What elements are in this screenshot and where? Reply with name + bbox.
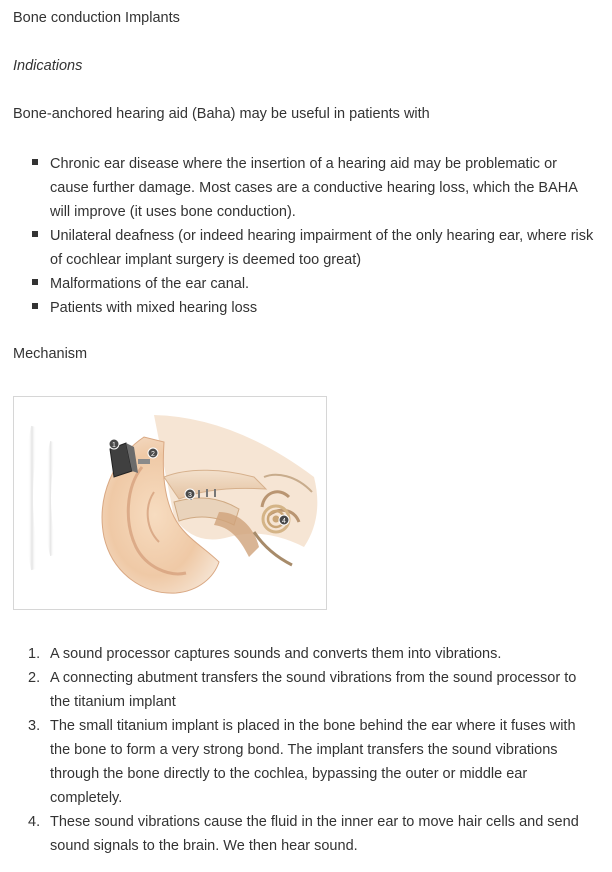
page-title: Bone conduction Implants bbox=[13, 10, 180, 26]
svg-text:3: 3 bbox=[188, 492, 192, 499]
step-number: 4. bbox=[28, 814, 41, 830]
abutment bbox=[138, 459, 150, 464]
step-text: The small titanium implant is placed in the bone behind the ear where it fuses with the bone to form a very strong bond. The implant transfers the sound vibrations through the bone directly to the cochlea, bypassing the outer or middle ear completely. bbox=[50, 718, 576, 806]
step-text: A connecting abutment transfers the sound vibrations from the sound processor to the titanium implant bbox=[50, 670, 577, 710]
indications-list bbox=[0, 152, 612, 320]
svg-text:2: 2 bbox=[151, 451, 155, 458]
marker-2 bbox=[148, 448, 158, 458]
list-item bbox=[0, 152, 612, 224]
ear-implant-illustration bbox=[13, 396, 327, 610]
step-number: 3. bbox=[28, 718, 41, 734]
list-item bbox=[0, 714, 612, 810]
bullet-square-icon bbox=[32, 303, 38, 309]
list-item-text: Malformations of the ear canal. bbox=[50, 276, 250, 292]
list-item-text: Chronic ear disease where the insertion of a hearing aid may be problematic or cause further damage. Most cases are a conductive hearing loss, which the BAHA will improve (it uses bone conduction). bbox=[50, 156, 578, 220]
step-text: A sound processor captures sounds and converts them into vibrations. bbox=[50, 646, 502, 662]
list-item bbox=[0, 810, 612, 858]
list-item-text: Unilateral deafness (or indeed hearing impairment of the only hearing ear, where risk of cochlear implant surgery is deemed too great) bbox=[50, 228, 594, 268]
svg-text:1: 1 bbox=[112, 442, 116, 449]
list-item bbox=[0, 224, 612, 272]
list-item bbox=[0, 642, 612, 666]
step-text: These sound vibrations cause the fluid in the inner ear to move hair cells and send sound signals to the brain. We then hear sound. bbox=[50, 814, 579, 854]
marker-1 bbox=[109, 439, 119, 449]
intro-paragraph: Bone-anchored hearing aid (Baha) may be useful in patients with bbox=[13, 106, 430, 122]
list-item bbox=[0, 666, 612, 714]
svg-text:4: 4 bbox=[282, 518, 286, 525]
indications-subheading: Indications bbox=[13, 58, 83, 74]
bullet-square-icon bbox=[32, 231, 38, 237]
marker-4 bbox=[279, 515, 289, 525]
bullet-square-icon bbox=[32, 159, 38, 165]
marker-3 bbox=[185, 489, 195, 499]
list-item-text: Patients with mixed hearing loss bbox=[50, 300, 258, 316]
mechanism-heading: Mechanism bbox=[13, 346, 88, 362]
list-item bbox=[0, 272, 612, 296]
bullet-square-icon bbox=[32, 279, 38, 285]
mechanism-steps-list bbox=[0, 642, 612, 858]
sound-waves bbox=[28, 427, 54, 569]
list-item bbox=[0, 296, 612, 320]
ear-anatomy-diagram bbox=[14, 397, 326, 609]
step-number: 2. bbox=[28, 670, 41, 686]
step-number: 1. bbox=[28, 646, 41, 662]
